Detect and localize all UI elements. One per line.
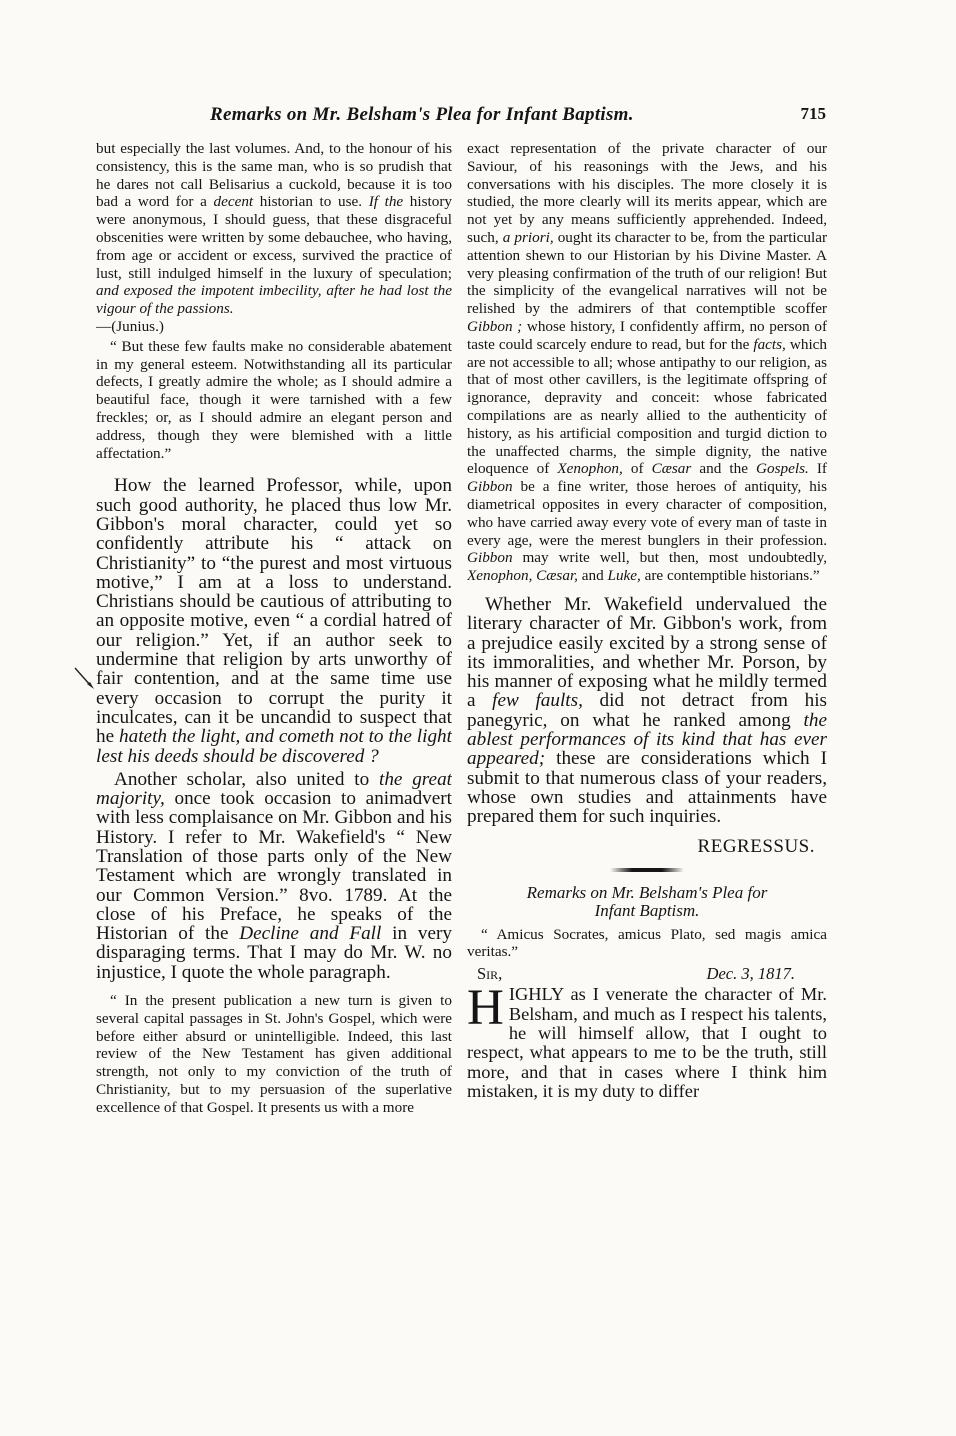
margin-pointer-mark bbox=[73, 664, 97, 694]
signoff: REGRESSUS. bbox=[697, 836, 815, 858]
running-title: Remarks on Mr. Belsham's Plea for Infant Baptism. bbox=[210, 104, 634, 125]
quote-paragraph-faults: “ But these few faults make no considerable abatement in my general esteem. Notwithstanding all its particular defects, I greatly admire the whole; as I should admire a beautiful face, though it were tarnished with a few freckles; or, as I should admire an elegant person and address, though they were blemished with a little affectation.” bbox=[96, 337, 452, 462]
article-title: Remarks on Mr. Belsham's Plea for Infant Baptism. bbox=[526, 883, 768, 921]
salutation: Sir, bbox=[477, 964, 503, 984]
running-header bbox=[190, 104, 826, 132]
quote-paragraph-junius: but especially the last volumes. And, to the honour of his consistency, this is the same man, who is so prudish that he dares not call Belisarius a cuckold, because it is too bad a word for a decent historian to use. If the history were anonymous, I should guess, that these disgraceful obscenities were written by some debauchee, who having, from age or accident or excess, survived the practice of lust, still indulged himself in the luxury of speculation; and exposed the impotent imbecility, after he had lost the vigour of the passions. —(Junius.) bbox=[96, 140, 452, 335]
quote-paragraph-continued: exact representation of the private character of our Saviour, of his reasonings with the Jews, and his conversations with his disciples. The more closely it is studied, the more clearly will its merits appear, which are not yet by any means sufficiently apprehended. Indeed, such, a priori, ought its character to be, from the particular attention shewn to our Historian by his Divine Master. A very pleasing confirmation of the truth of our religion! But the simplicity of the evangelical narratives will not be relished by the admirers of that contemptible scoffer Gibbon ; whose history, I confidently affirm, no person of taste could scarcely endure to read, but for the facts, which are not accessible to all; whose antipathy to our religion, as that of most other cavillers, is the legitimate offspring of ignorance, depravity and conceit: whose fabricated compilations are as nearly allied to the authenticity of history, as his artificial composition and turgid diction to the unaffected charms, the simple dignity, the native eloquence of Xenophon, of Cæsar and the Gospels. If Gibbon be a fine writer, those heroes of antiquity, his diametrical opposites in every character of composition, who have carried away every vote of every man of taste in every age, were the merest bunglers in their profession. Gibbon may write well, but then, most undoubtedly, Xenophon, Cæsar, and Luke, are contemptible historians.” bbox=[467, 140, 827, 585]
quote-paragraph-preface: “ In the present publication a new turn is given to several capital passages in St. John's Gospel, which were before either absurd or unintelligible. Indeed, this last review of the New Testament has given additional strength, not only to my conviction of the truth of Christianity, but to my persuasion of the superlative excellence of that Gospel. It presents us with a more bbox=[96, 992, 452, 1116]
body-paragraph-professor: How the learned Professor, while, upon such good authority, he placed thus low Mr. Gibbon's moral character, could yet so confidently attribute his “ attack on Christianity” to “the purest and most virtuous motive,” I am at a loss to understand. Christians should be cautious of attributing to an opposite motive, even “ a cordial hatred of our religion.” Yet, if an author seek to undermine that religion by arts unworthy of fair contention, and at the same time use every occasion to corrupt the purity it inculcates, can it be uncandid to suspect that he hateth the light, and cometh not to the light lest his deeds should be discovered ? bbox=[96, 475, 452, 767]
left-column bbox=[96, 140, 452, 1332]
letter-date: Dec. 3, 1817. bbox=[706, 964, 795, 984]
body-paragraph-wakefield: Another scholar, also united to the great majority, once took occasion to animadvert with less complaisance on Mr. Gibbon and his History. I refer to Mr. Wakefield's “ New Translation of those parts only of the New Testament which are wrongly translated in our Common Version.” 8vo. 1789. At the close of his Preface, he speaks of the Historian of the Decline and Fall in very disparaging terms. That I may do Mr. W. no injustice, I quote the whole paragraph. bbox=[96, 768, 452, 983]
page-number: 715 bbox=[800, 104, 826, 123]
right-column bbox=[467, 140, 827, 1332]
dateline bbox=[467, 964, 827, 983]
epigraph: “ Amicus Socrates, amicus Plato, sed magis amica veritas.” bbox=[467, 926, 827, 961]
opening-paragraph: HIGHLY as I venerate the character of Mr. Belsham, and much as I respect his talents, he will himself allow, that I ought to respect, what appears to me to be the truth, still more, and that in cases where I think him mistaken, it is my duty to differ bbox=[467, 980, 827, 1101]
section-divider bbox=[610, 868, 684, 872]
drop-cap: H bbox=[467, 980, 504, 1037]
body-paragraph-whether: Whether Mr. Wakefield undervalued the literary character of Mr. Gibbon's work, from a prejudice easily excited by a strong sense of its immoralities, and whether Mr. Porson, by his manner of exposing what he mildly termed a few faults, did not detract from his panegyric, on what he ranked among the ablest performances of its kind that has ever appeared; these are considerations which I submit to that numerous class of your readers, whose own studies and attainments have prepared them for such inquiries. bbox=[467, 593, 827, 828]
